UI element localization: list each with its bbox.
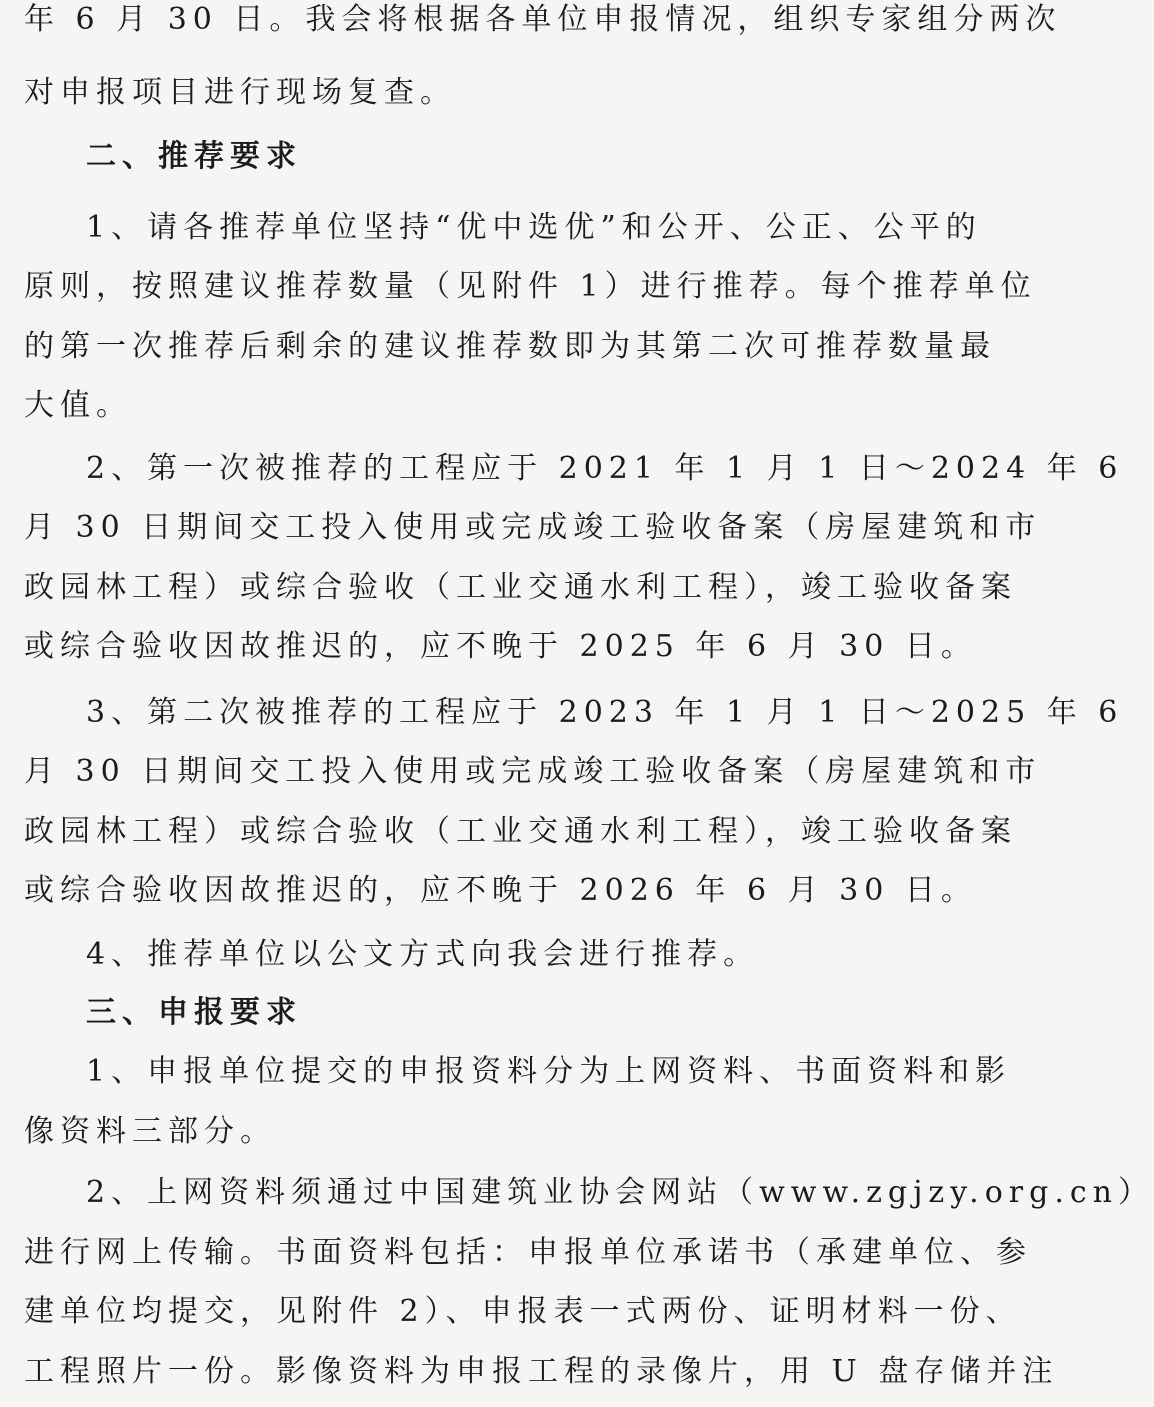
- text-line: 建单位均提交，见附件 2）、申报表一式两份、证明材料一份、: [24, 1294, 1022, 1329]
- text-line: 像资料三部分。: [24, 1114, 276, 1149]
- text-line: 工程照片一份。影像资料为申报工程的录像片，用 U 盘存储并注: [24, 1354, 1059, 1389]
- text-line: 原则，按照建议推荐数量（见附件 1）进行推荐。每个推荐单位: [24, 269, 1037, 304]
- text-line: 的第一次推荐后剩余的建议推荐数即为其第二次可推荐数量最: [24, 329, 996, 364]
- text-line: 大值。: [24, 388, 132, 423]
- text-line: 政园林工程）或综合验收（工业交通水利工程），竣工验收备案: [24, 814, 1017, 849]
- text-line: 月 30 日期间交工投入使用或完成竣工验收备案（房屋建筑和市: [24, 754, 1042, 789]
- text-line: 进行网上传输。书面资料包括：申报单位承诺书（承建单位、参: [24, 1235, 1032, 1270]
- text-line: 2、第一次被推荐的工程应于 2021 年 1 月 1 日～2024 年 6: [86, 451, 1124, 486]
- text-line: 政园林工程）或综合验收（工业交通水利工程），竣工验收备案: [24, 570, 1017, 605]
- text-line: 年 6 月 30 日。我会将根据各单位申报情况，组织专家组分两次: [24, 2, 1062, 37]
- text-line: 1、请各推荐单位坚持“优中选优”和公开、公正、公平的: [86, 210, 982, 245]
- text-line: 1、申报单位提交的申报资料分为上网资料、书面资料和影: [86, 1054, 1012, 1089]
- text-line: 4、推荐单位以公文方式向我会进行推荐。: [86, 937, 760, 972]
- text-line: 或综合验收因故推迟的，应不晚于 2026 年 6 月 30 日。: [24, 873, 977, 908]
- section-heading: 三、申报要求: [86, 995, 302, 1030]
- text-line: 2、上网资料须通过中国建筑业协会网站（www.zgjzy.org.cn）: [86, 1175, 1154, 1210]
- section-heading: 二、推荐要求: [86, 139, 302, 174]
- text-line: 或综合验收因故推迟的，应不晚于 2025 年 6 月 30 日。: [24, 629, 977, 664]
- text-line: 3、第二次被推荐的工程应于 2023 年 1 月 1 日～2025 年 6: [86, 695, 1124, 730]
- text-line: 对申报项目进行现场复查。: [24, 75, 456, 110]
- text-line: 月 30 日期间交工投入使用或完成竣工验收备案（房屋建筑和市: [24, 510, 1042, 545]
